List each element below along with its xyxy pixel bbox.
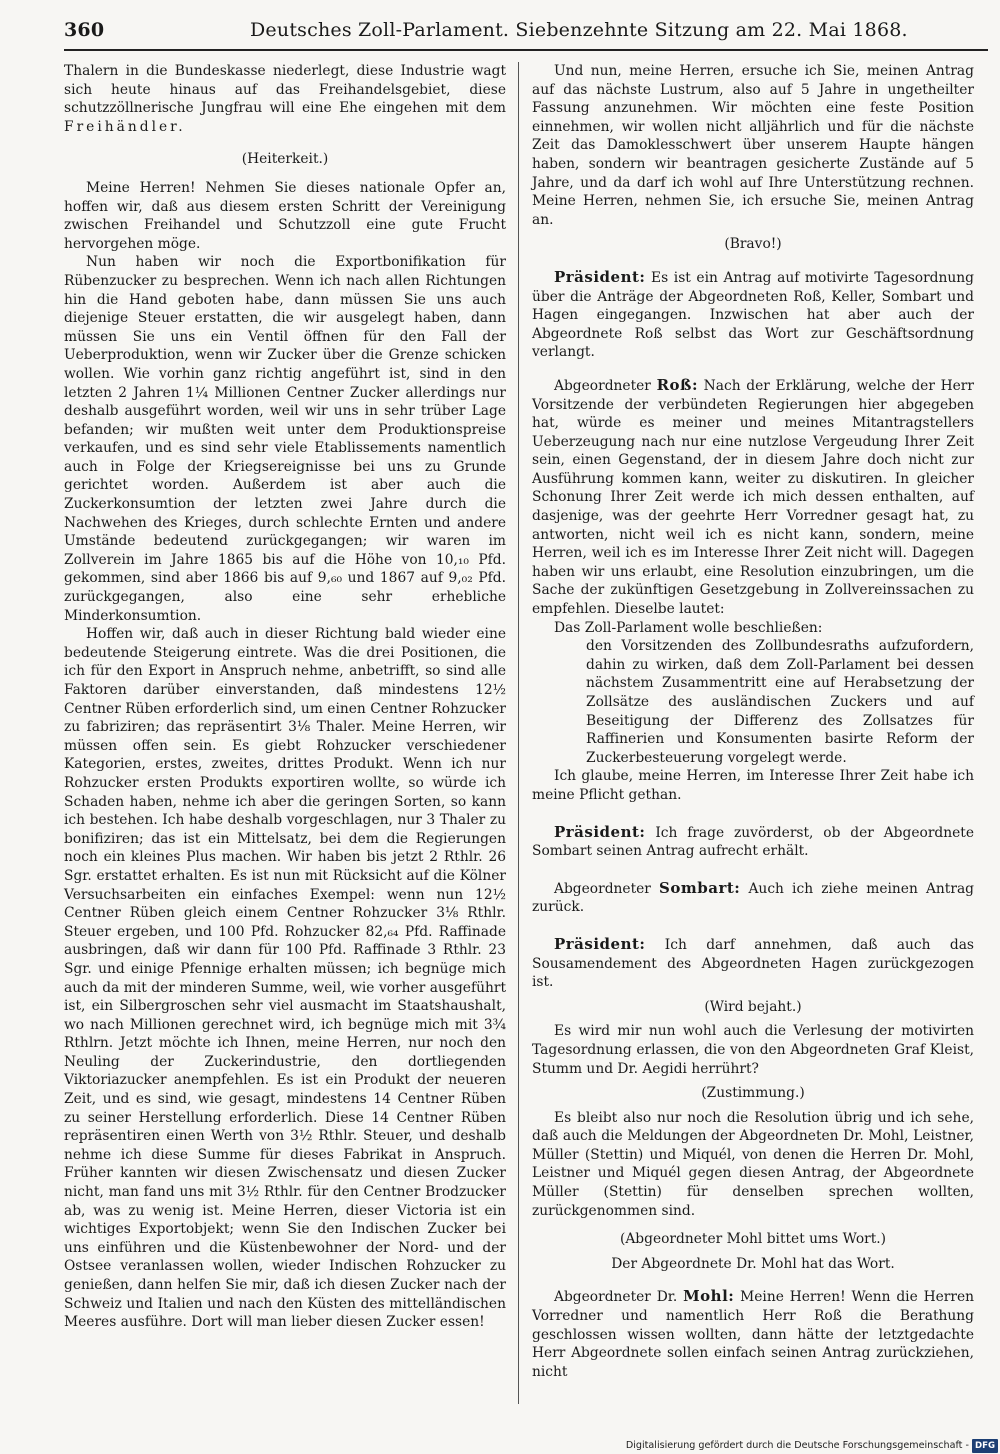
speech-paragraph [532, 1287, 974, 1381]
paragraph: Es bleibt also nur noch die Resolution übrig und ich sehe, daß auch die Meldungen der Abgeordneten Dr. Mohl, Leistner, Müller (Stettin) und Miquél, von denen die Herren Dr. Mohl, Leistner und Miquél gegen diesen Antrag, der Abgeordnete Müller (Stettin) für denselben sprechen wollten, zurückgenommen sind. [532, 1109, 974, 1219]
speaker-name: Roß: [656, 375, 698, 394]
column-divider [518, 62, 519, 1404]
resolution-text: den Vorsitzenden des Zollbundesraths aufzufordern, dahin zu wirken, daß dem Zoll-Parlament bei dessen nächstem Zusammentritt eine auf Herabsetzung der Zollsätze des ausländischen Zuckers und auf Beseitigung der Differenz des Zollsatzes für Raffinerien und Konsumenten basirte Reform der Zuckerbesteuerung vorgelegt werde. [586, 638, 974, 766]
running-title: Deutsches Zoll-Parlament. Siebenzehnte Sitzung am 22. Mai 1868. [250, 19, 908, 41]
speaker-name: Präsident: [554, 934, 646, 953]
speech-paragraph [532, 935, 974, 992]
paragraph-text: Thalern in die Bundeskasse niederlegt, diese Industrie wagt sich heute hinaus auf das Freihandelsgebiet, diese schutzzöllnerische Jungfrau will eine Ehe eingehen mit dem [64, 63, 506, 117]
paragraph: Es wird mir nun wohl auch die Verlesung der motivirten Tagesordnung erlassen, die von den Abgeordneten Graf Kleist, Stumm und Dr. Aegidi herrührt? [532, 1023, 974, 1077]
reaction-note: (Bravo!) [724, 236, 782, 253]
speech-paragraph [532, 879, 974, 917]
reaction-note: (Wird bejaht.) [704, 998, 802, 1015]
paragraph: Ich glaube, meine Herren, im Interesse Ihrer Zeit habe ich meine Pflicht gethan. [532, 768, 974, 803]
speech-paragraph [532, 268, 974, 362]
paragraph: Und nun, meine Herren, ersuche ich Sie, meinen Antrag auf das nächste Lustrum, also auf 5 Jahre in ungetheilter Fassung anzunehmen. Wir möchten eine feste Position einnehmen, wir wollen nicht alljährlich und für die nächste Zeit das Damoklesschwert über unserem Haupte hängen haben, sondern wir beantragen gesicherte Zustände auf 5 Jahre, und da darf ich wohl auf Ihre Unterstützung rechnen. Meine Herren, nehmen Sie, ich ersuche Sie, meinen Antrag an. [532, 63, 974, 228]
header-rule [64, 49, 988, 51]
speech-text: Ich darf annehmen, daß auch das Sousamendement des Abgeordneten Hagen zurückgezogen ist. [532, 936, 975, 991]
speech-text: Nach der Erklärung, welche der Herr Vorsitzende der verbündeten Regierungen hier abgegeben hat, würde es meiner und meines Mitantragstellers Ueberzeugung nach nur eine nutzlose Vergeudung Ihrer Zeit sein, einen Gegenstand, der in diesem Jahre doch nicht zur Ausführung kommen kann, weiter zu diskutiren. In gleicher Schonung Ihrer Zeit werde ich mich dessen enthalten, auf dasjenige, was der geehrte Herr Vorredner gesagt hat, zu antworten, nicht weil ich es nicht kann, sondern, meine Herren, weil ich es im Interesse Ihrer Zeit nicht will. Dagegen haben wir uns erlaubt, eine Resolution einzubringen, um die Sache der zukünftigen Gesetzgebung in Zollvereinssachen zu empfehlen. Dieselbe lautet: [532, 377, 974, 618]
resolution-intro: Das Zoll-Parlament wolle beschließen: [554, 619, 823, 636]
speaker-name: Sombart: [659, 878, 741, 897]
speaker-name: Mohl: [683, 1287, 735, 1306]
reaction-note: (Zustimmung.) [701, 1085, 805, 1102]
paragraph: Hoffen wir, daß auch in dieser Richtung bald wieder eine bedeutende Steigerung eintrete. Was die drei Positionen, die ich für den Export in Anspruch nehme, anbetrifft, so sind alle Faktoren darüber einverstanden, daß mindestens 12½ Centner Rüben erforderlich sind, um einen Centner Rohzucker zu fabriziren; das repräsentirt 3⅛ Thaler. Meine Herren, wir müssen offen sein. Es giebt Rohzucker verschiedener Kategorien, erstes, zweites, drittes Produkt. Wenn ich nur Rohzucker ersten Produkts exportiren wollte, so würde ich Schaden haben, nehme ich aber die geringen Sorten, so kann ich bestehen. Ich habe deshalb vorgeschlagen, nur 3 Thaler zu bonifiziren; das ist ein Mittelsatz, bei dem die Regierungen noch ein kleines Plus machen. Wir haben bis jetzt 2 Rthlr. 26 Sgr. erstattet erhalten. Es ist nun mit Rücksicht auf die Kölner Versuchsarbeiten ein einfaches Exempel: wenn nun 12½ Centner Rüben gleich einem Centner Rohzucker 3⅛ Rthlr. Steuer ergeben, und 100 Pfd. Rohzucker 82,₆₄ Pfd. Raffinade ausbringen, daß wir dann für 100 Pfd. Raffinade 3 Rthlr. 23 Sgr. und einige Pfennige erhalten müssen; ich begnüge mich auch da mit der minderen Summe, weil, wie vorher ausgeführt ist, ein Silbergroschen sehr viel ausmacht im Staatshaushalt, wo nach Millionen gerechnet wird, ich begnüge mich mit 3¾ Rthlrn. Jetzt möchte ich Ihnen, meine Herren, nur noch den Neuling der Zuckerindustrie, den dortliegenden Viktoriazucker anempfehlen. Es ist ein Produkt der neueren Zeit, und es sind, wie gesagt, mindestens 14 Centner Rüben zu seiner Herstellung erforderlich. Diese 14 Centner Rüben repräsentiren einen Werth von 3½ Rthlr. Steuer, und deshalb nehme ich diese Summe für dieses Fabrikat in Anspruch. Früher kannten wir diesen Zwischensatz und diesen Zucker nicht, man fand uns mit 3½ Rthlr. für den Centner Brodzucker ab, was zu wenig ist. Meine Herren, dieser Victoria ist ein wichtiges Exportobjekt; wenn Sie den Indischen Zucker bei uns einführen und die Küstenbewohner der Nord- und der Ostsee veranlassen wollen, wieder Indischen Rohzucker zu genießen, dann helfen Sie mir, daß ich diesen Zucker nach der Schweiz und Italien und nach den Küsten des mittelländischen Meeres ausführe. Dort will man lieber diesen Zucker essen! [64, 626, 506, 1331]
reaction-note: (Heiterkeit.) [241, 151, 329, 168]
digitization-footer [604, 1439, 998, 1453]
speaker-prefix: Abgeordneter Dr. [554, 1289, 678, 1306]
paragraph: Der Abgeordnete Dr. Mohl hat das Wort. [611, 1255, 895, 1272]
page-header [64, 17, 988, 47]
dfg-logo: DFG [972, 1439, 998, 1453]
speech-paragraph [532, 823, 974, 861]
emphasized-word: Freihändler. [64, 118, 186, 135]
speaker-name: Präsident: [554, 822, 646, 841]
speaker-prefix: Abgeordneter [554, 880, 651, 897]
footer-text: Digitalisierung gefördert durch die Deutsche Forschungsgemeinschaft - [625, 1440, 969, 1451]
right-column [532, 62, 974, 1381]
speech-text: Es ist ein Antrag auf motivirte Tagesordnung über die Anträge der Abgeordneten Roß, Keller, Sombart und Hagen eingegangen. Inzwischen hat aber auch der Abgeordnete Roß selbst das Wort zur Geschäftsordnung verlangt. [532, 269, 974, 361]
page-number: 360 [64, 19, 105, 41]
paragraph: Nun haben wir noch die Exportbonifikation für Rübenzucker zu besprechen. Wenn ich nach allen Richtungen hin die Hand geboten habe, dann müssen Sie uns auch diejenige Steuer erstatten, die wir ausgelegt haben, dann müssen Sie uns ein Ventil öffnen für den Fall der Ueberproduktion, wenn wir Zucker über die Grenze schicken wollen. Wie vorhin ganz richtig angeführt ist, sind in den letzten 2 Jahren 1¼ Millionen Centner Zucker allerdings nur deshalb ausgeführt worden, weil wir uns in sehr trüber Lage befanden; wir mußten weit unter dem Produktionspreise verkaufen, und es sind sehr viele Etablissements namentlich auch in Folge der Kriegsereignisse bei uns zu Grunde gerichtet worden. Außerdem ist aber auch die Zuckerkonsumtion der letzten zwei Jahre durch die Nachwehen des Krieges, durch schlechte Ernten und andere Umstände bedeutend zurückgegangen; wir waren im Zollverein im Jahre 1865 bis auf die Höhe von 10,₁₀ Pfd. gekommen, sind aber 1866 bis auf 9,₆₀ und 1867 auf 9,₀₂ Pfd. zurückgegangen, also eine sehr erhebliche Minderkonsumtion. [64, 254, 506, 624]
speech-text: Ich frage zuvörderst, ob der Abgeordnete Sombart seinen Antrag aufrecht erhält. [532, 824, 975, 860]
speech-paragraph [532, 376, 974, 619]
speaker-name: Präsident: [554, 267, 646, 286]
paragraph: Meine Herren! Nehmen Sie dieses nationale Opfer an, hoffen wir, daß aus diesem ersten Schritt der Vereinigung zwischen Freihandel und Schutzzoll eine gute Frucht hervorgehen möge. [64, 179, 506, 252]
left-column [64, 62, 506, 1332]
speaker-prefix: Abgeordneter [554, 377, 651, 394]
reaction-note: (Abgeordneter Mohl bittet ums Wort.) [619, 1231, 887, 1248]
speech-text: Meine Herren! Wenn die Herren Vorredner und namentlich Herr Roß die Berathung geschlossen wissen wollten, dann hätte der letztgedachte Herr Abgeordnete sollen einfach seinen Antrag zurückziehen, nicht [532, 1289, 975, 1380]
paragraph [64, 62, 506, 136]
speech-text: Auch ich ziehe meinen Antrag zurück. [532, 880, 975, 916]
